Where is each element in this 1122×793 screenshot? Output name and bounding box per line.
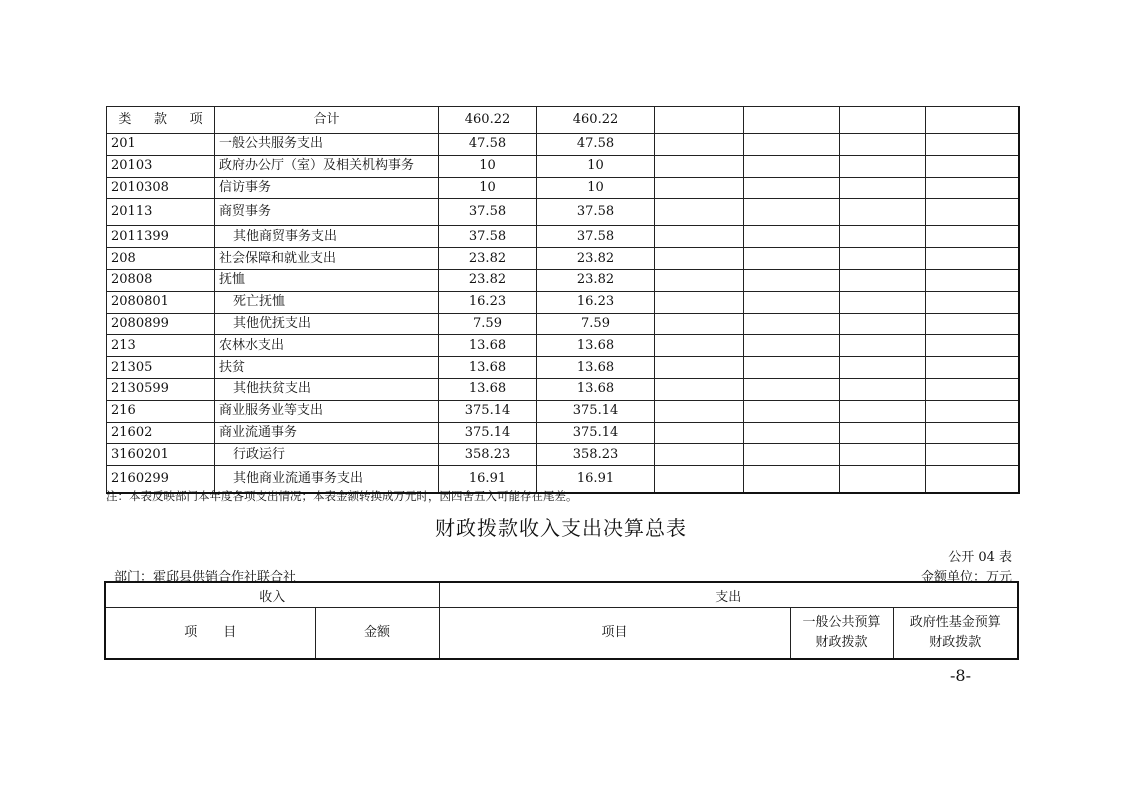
page-title: 财政拨款收入支出决算总表: [435, 516, 687, 540]
row-value-2: 375.14: [537, 400, 655, 422]
row-code: 201: [107, 134, 215, 156]
table-row: [107, 177, 1019, 199]
income-amount-header: 金额: [315, 608, 439, 660]
empty-cell: [840, 378, 926, 400]
row-value-1: 358.23: [439, 444, 537, 466]
row-value-1: 10: [439, 177, 537, 199]
total-value-2: 460.22: [537, 107, 655, 134]
empty-cell: [655, 291, 744, 313]
empty-cell: [655, 155, 744, 177]
empty-cell: [926, 444, 1019, 466]
empty-cell: [926, 226, 1019, 248]
row-value-1: 13.68: [439, 378, 537, 400]
row-value-2: 13.68: [537, 357, 655, 379]
empty-cell: [926, 155, 1019, 177]
empty-cell: [840, 177, 926, 199]
empty-cell: [926, 400, 1019, 422]
row-name: 其他扶贫支出: [215, 378, 439, 400]
row-value-2: 10: [537, 155, 655, 177]
empty-cell: [655, 177, 744, 199]
empty-cell: [840, 155, 926, 177]
row-name: 一般公共服务支出: [215, 134, 439, 156]
empty-cell: [655, 134, 744, 156]
row-value-1: 23.82: [439, 269, 537, 291]
row-value-1: 47.58: [439, 134, 537, 156]
table-row: [107, 248, 1019, 270]
empty-cell: [744, 291, 840, 313]
unit-label: 金额单位：万元: [920, 570, 1012, 585]
empty-cell: [840, 291, 926, 313]
empty-cell: [744, 313, 840, 335]
empty-cell: [926, 291, 1019, 313]
empty-cell: [655, 422, 744, 444]
expense-header: 支出: [439, 582, 1018, 608]
empty-cell: [840, 357, 926, 379]
page-number: -8-: [950, 666, 971, 685]
empty-cell: [926, 269, 1019, 291]
summary-header-row-1: [105, 582, 1018, 608]
empty-cell: [840, 422, 926, 444]
table-row: [107, 335, 1019, 357]
row-code: 2160299: [107, 466, 215, 494]
row-name: 其他商业流通事务支出: [215, 466, 439, 494]
row-code: 20808: [107, 269, 215, 291]
empty-cell: [655, 400, 744, 422]
row-value-1: 13.68: [439, 335, 537, 357]
row-code: 21305: [107, 357, 215, 379]
kuan-header: 款: [153, 112, 167, 127]
empty-cell: [926, 134, 1019, 156]
row-value-2: 37.58: [537, 199, 655, 226]
empty-cell: [744, 466, 840, 494]
row-code: 213: [107, 335, 215, 357]
lei-header: 类: [118, 112, 132, 127]
empty-cell: [744, 357, 840, 379]
row-name: 信访事务: [215, 177, 439, 199]
income-header: 收入: [105, 582, 439, 608]
row-value-2: 358.23: [537, 444, 655, 466]
table-header-row: [107, 107, 1019, 134]
empty-cell: [926, 466, 1019, 494]
expense-item-header: 项目: [439, 608, 790, 660]
table-row: [107, 357, 1019, 379]
empty-cell: [744, 177, 840, 199]
row-value-2: 47.58: [537, 134, 655, 156]
row-value-2: 10: [537, 177, 655, 199]
empty-cell: [655, 444, 744, 466]
empty-cell: [655, 199, 744, 226]
code-header: [107, 107, 215, 134]
empty-cell: [655, 226, 744, 248]
empty-cell: [926, 199, 1019, 226]
row-value-1: 37.58: [439, 226, 537, 248]
row-name: 死亡抚恤: [215, 291, 439, 313]
row-name: 农林水支出: [215, 335, 439, 357]
table-row: [107, 422, 1019, 444]
table-row: [107, 155, 1019, 177]
row-code: 2080801: [107, 291, 215, 313]
row-name: 商业流通事务: [215, 422, 439, 444]
empty-cell: [840, 248, 926, 270]
row-name: 商贸事务: [215, 199, 439, 226]
row-code: 20103: [107, 155, 215, 177]
row-value-1: 16.91: [439, 466, 537, 494]
empty-cell: [926, 357, 1019, 379]
row-code: 21602: [107, 422, 215, 444]
table-row: [107, 291, 1019, 313]
xiang-header: 项: [189, 112, 203, 127]
table-row: [107, 226, 1019, 248]
summary-header-row-2: [105, 608, 1018, 660]
table-row: [107, 199, 1019, 226]
row-value-1: 13.68: [439, 357, 537, 379]
empty-cell: [926, 248, 1019, 270]
empty-cell: [744, 400, 840, 422]
row-code: 2010308: [107, 177, 215, 199]
row-value-1: 7.59: [439, 313, 537, 335]
row-name: 抚恤: [215, 269, 439, 291]
empty-cell: [840, 313, 926, 335]
empty-cell: [655, 378, 744, 400]
row-name: 政府办公厅（室）及相关机构事务: [215, 155, 439, 177]
row-value-1: 23.82: [439, 248, 537, 270]
row-code: 3160201: [107, 444, 215, 466]
table-row: [107, 269, 1019, 291]
row-value-2: 375.14: [537, 422, 655, 444]
empty-cell: [926, 313, 1019, 335]
empty-cell: [926, 335, 1019, 357]
fund-budget-header: 政府性基金预算 财政拨款: [893, 608, 1018, 660]
empty-cell: [744, 248, 840, 270]
empty-cell: [840, 400, 926, 422]
row-code: 2080899: [107, 313, 215, 335]
row-value-1: 16.23: [439, 291, 537, 313]
empty-cell: [840, 199, 926, 226]
empty-cell: [926, 422, 1019, 444]
expenditure-table: [106, 106, 1020, 494]
income-item-header: 项 目: [105, 608, 315, 660]
empty-cell: [926, 177, 1019, 199]
empty-cell: [655, 335, 744, 357]
empty-cell: [840, 466, 926, 494]
general-budget-header: 一般公共预算 财政拨款: [790, 608, 893, 660]
row-value-2: 7.59: [537, 313, 655, 335]
row-code: 20113: [107, 199, 215, 226]
empty-cell: [655, 313, 744, 335]
row-value-1: 37.58: [439, 199, 537, 226]
table-code: 公开 04 表: [948, 550, 1012, 565]
row-name: 其他优抚支出: [215, 313, 439, 335]
row-name: 商业服务业等支出: [215, 400, 439, 422]
empty-cell: [840, 226, 926, 248]
empty-cell: [744, 134, 840, 156]
empty-cell: [840, 134, 926, 156]
row-name: 其他商贸事务支出: [215, 226, 439, 248]
row-name: 扶贫: [215, 357, 439, 379]
row-name: 社会保障和就业支出: [215, 248, 439, 270]
table-note: 注：本表反映部门本年度各项支出情况；本表金额转换成万元时，因四舍五入可能存在尾差。: [106, 489, 578, 503]
empty-cell: [744, 422, 840, 444]
department-label: 部门：霍邱县供销合作社联合社: [114, 570, 297, 585]
empty-cell: [926, 378, 1019, 400]
row-code: 2011399: [107, 226, 215, 248]
row-code: 216: [107, 400, 215, 422]
table-row: [107, 378, 1019, 400]
row-value-1: 375.14: [439, 400, 537, 422]
row-code: 2130599: [107, 378, 215, 400]
table-row: [107, 313, 1019, 335]
row-name: 行政运行: [215, 444, 439, 466]
table-row: [107, 444, 1019, 466]
row-value-1: 375.14: [439, 422, 537, 444]
empty-cell: [744, 444, 840, 466]
row-value-2: 13.68: [537, 335, 655, 357]
empty-cell: [744, 378, 840, 400]
empty-cell: [744, 199, 840, 226]
empty-cell: [655, 466, 744, 494]
row-value-2: 13.68: [537, 378, 655, 400]
row-value-2: 16.91: [537, 466, 655, 494]
empty-cell: [744, 335, 840, 357]
empty-cell: [840, 269, 926, 291]
empty-cell: [840, 335, 926, 357]
row-value-1: 10: [439, 155, 537, 177]
empty-cell: [744, 226, 840, 248]
row-value-2: 23.82: [537, 269, 655, 291]
empty-cell: [744, 155, 840, 177]
table-row: [107, 134, 1019, 156]
empty-cell: [655, 357, 744, 379]
row-value-2: 37.58: [537, 226, 655, 248]
row-value-2: 16.23: [537, 291, 655, 313]
row-code: 208: [107, 248, 215, 270]
total-value-1: 460.22: [439, 107, 537, 134]
empty-cell: [655, 248, 744, 270]
empty-cell: [840, 444, 926, 466]
total-label: 合计: [215, 107, 439, 134]
row-value-2: 23.82: [537, 248, 655, 270]
budget-summary-table: [104, 581, 1019, 660]
empty-cell: [744, 269, 840, 291]
empty-cell: [655, 269, 744, 291]
table-row: [107, 400, 1019, 422]
